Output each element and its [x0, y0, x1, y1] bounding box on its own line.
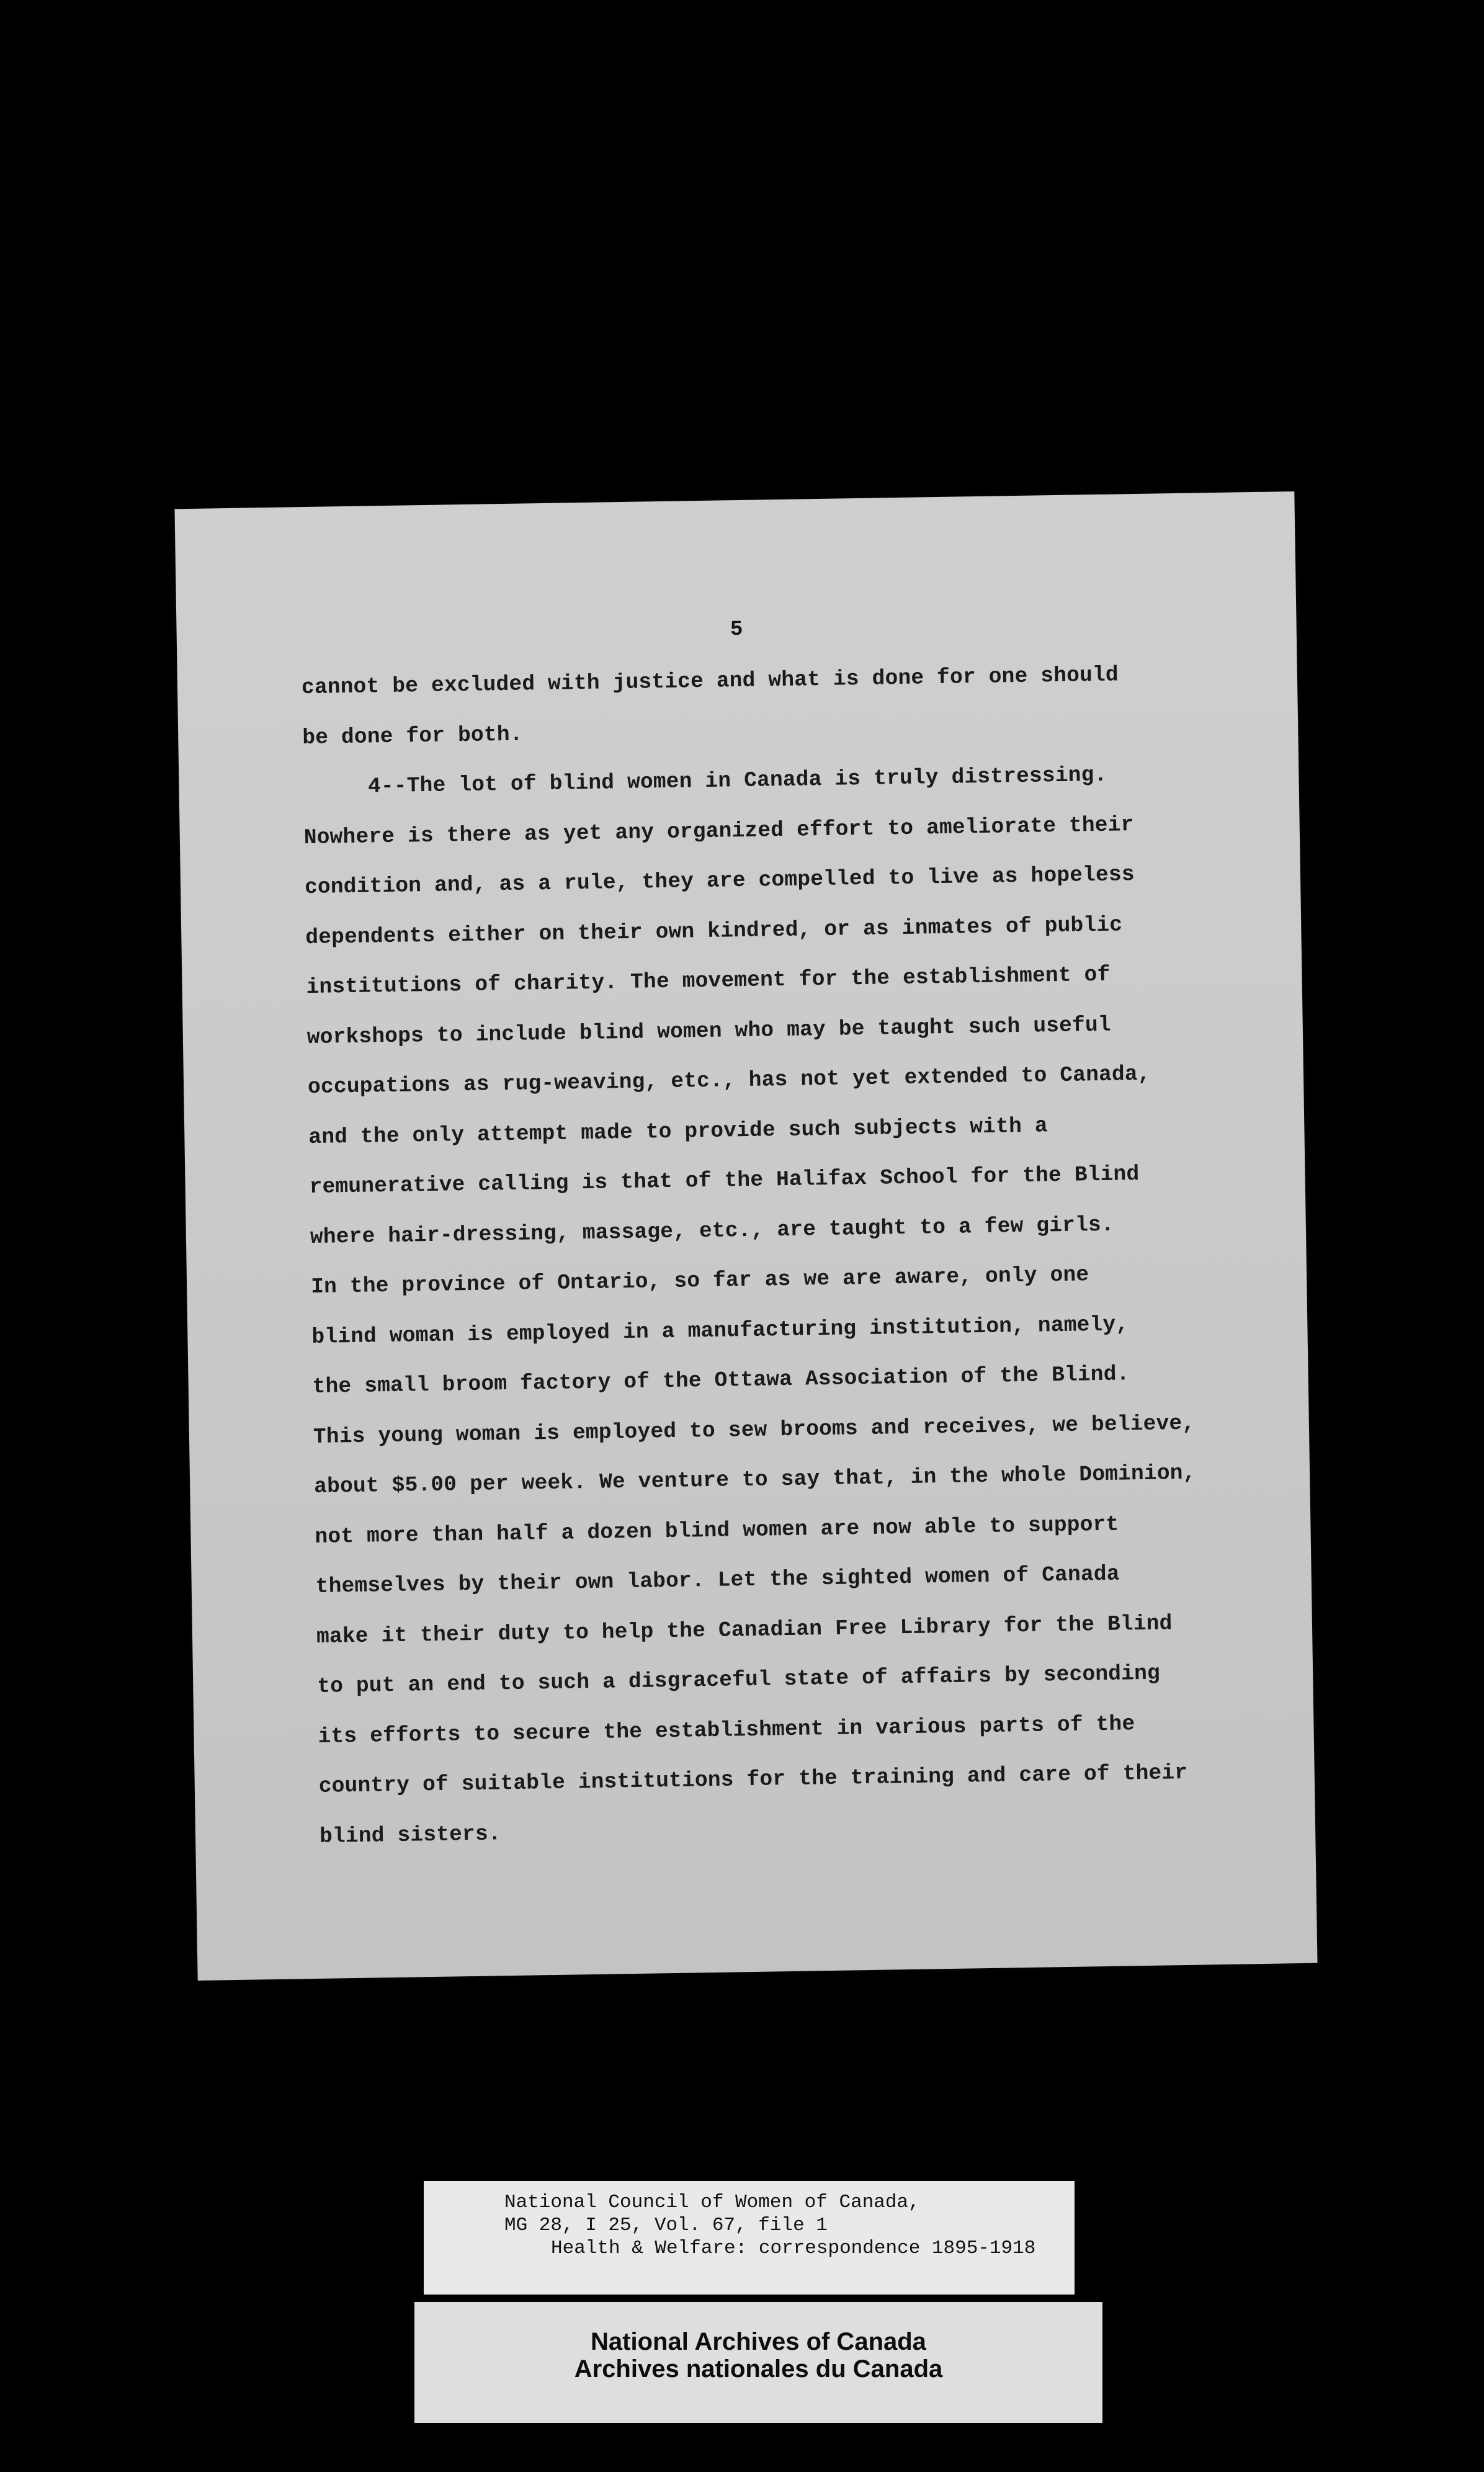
reference-label — [424, 2181, 1075, 2295]
text-line: to put an end to such a disgraceful state of affairs by seconding — [317, 1661, 1161, 1699]
text-line: dependents either on their own kindred, or as inmates of public — [305, 912, 1123, 950]
text-line: blind sisters. — [319, 1821, 502, 1849]
text-line: themselves by their own labor. Let the sighted women of Canada — [315, 1562, 1120, 1599]
text-line: be done for both. — [302, 722, 523, 750]
reference-label-line: National Council of Women of Canada, — [504, 2192, 920, 2213]
reference-label-text — [504, 2191, 1035, 2260]
text-line: country of suitable institutions for the training and care of their — [318, 1760, 1188, 1799]
text-line: not more than half a dozen blind women are now able to support — [315, 1512, 1119, 1549]
text-line: about $5.00 per week. We venture to say that, in the whole Dominion, — [313, 1461, 1196, 1499]
archive-label — [414, 2302, 1102, 2423]
page-number: 5 — [730, 617, 743, 642]
reference-label-line: Health & Welfare: correspondence 1895-1918 — [551, 2237, 1036, 2259]
text-line: condition and, as a rule, they are compelled to live as hopeless — [304, 862, 1135, 900]
text-line: In the province of Ontario, so far as we are aware, only one — [310, 1263, 1089, 1300]
document-page — [174, 491, 1317, 1981]
text-line: 4--The lot of blind women in Canada is truly distressing. — [303, 763, 1107, 800]
text-line: make it their duty to help the Canadian Free Library for the Blind — [316, 1611, 1173, 1649]
text-line: its efforts to secure the establishment in various parts of the — [318, 1711, 1135, 1749]
archive-label-text — [414, 2328, 1102, 2383]
text-line: Nowhere is there as yet any organized effort to ameliorate their — [303, 812, 1134, 850]
text-line: where hair-dressing, massage, etc., are taught to a few girls. — [310, 1212, 1115, 1250]
text-line: remunerative calling is that of the Halifax School for the Blind — [309, 1162, 1140, 1200]
text-line: cannot be excluded with justice and what is done for one should — [301, 663, 1119, 701]
body-text — [301, 648, 1269, 1862]
text-line: occupations as rug-weaving, etc., has not yet extended to Canada, — [307, 1062, 1151, 1100]
archive-name-english: National Archives of Canada — [591, 2328, 926, 2355]
archive-name-french: Archives nationales du Canada — [574, 2355, 943, 2383]
text-line: This young woman is employed to sew brooms and receives, we believe, — [313, 1411, 1196, 1449]
text-line: and the only attempt made to provide such subjects with a — [308, 1113, 1048, 1150]
reference-label-line: MG 28, I 25, Vol. 67, file 1 — [504, 2214, 828, 2236]
text-line: blind woman is employed in a manufacturing institution, namely, — [311, 1312, 1129, 1350]
text-line: workshops to include blind women who may be taught such useful — [306, 1013, 1112, 1050]
text-line: the small broom factory of the Ottawa Association of the Blind. — [312, 1362, 1130, 1400]
text-line: institutions of charity. The movement for the establishment of — [306, 962, 1111, 1000]
